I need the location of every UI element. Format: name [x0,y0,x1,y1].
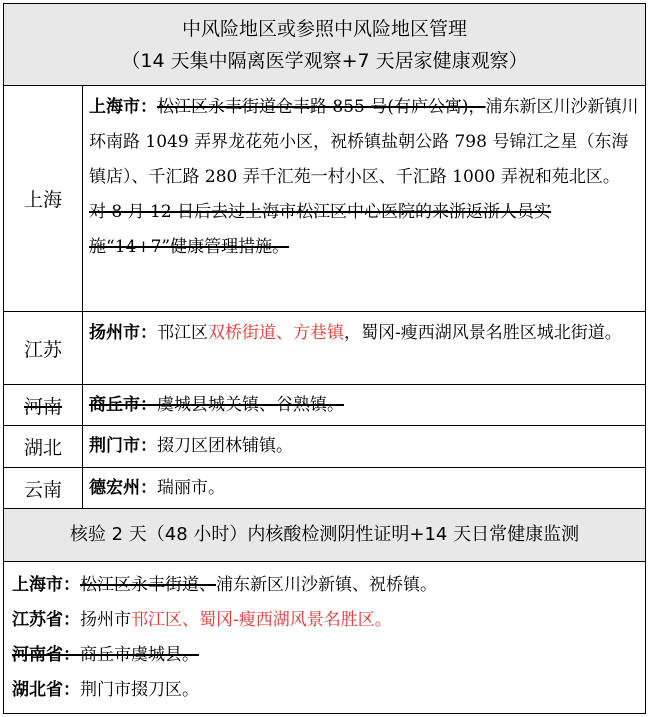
list-item-hubei [12,673,637,708]
list-item-shanghai [12,568,637,603]
list-label: 河南省： [12,645,80,665]
area-text: 扬州市 [80,610,131,630]
area-text: 浦东新区川沙新镇、祝桥镇。 [216,575,437,595]
area-text: 浦东新区川沙新镇川环南路 1049 弄界龙花苑小区，祝桥镇盐朝公路 798 号锦江之星（东海镇店）、千汇路 280 弄千汇苑一村小区、千汇路 1000 弄祝和苑北区。 [89,97,639,187]
list-item-henan [12,638,637,673]
row-content [83,312,645,384]
section2-header [4,508,645,562]
area-text: 虞城县城关镇、谷熟镇。 [157,395,344,415]
list-label: 湖北省： [12,680,80,700]
section1-title-line1: 中风险地区或参照中风险地区管理 [181,18,467,40]
section1-header [4,4,645,86]
area-text: 荆门市掇刀区。 [80,680,199,700]
row-content [83,468,645,508]
city-label: 商丘市： [89,395,157,415]
row-jiangsu [4,312,645,385]
struck-text: 松江区永丰街道仓丰路 855 号(有庐公寓)， [157,97,486,117]
row-content [83,86,645,311]
province-label: 江苏 [4,312,83,384]
row-shanghai [4,86,645,312]
province-label: 河南 [4,385,83,425]
area-text: 瑞丽市。 [157,478,225,498]
row-yunnan [4,468,645,508]
struck-text: 商丘市虞城县。 [80,645,199,665]
section2-list [4,562,645,708]
section2-title: 核验 2 天（48 小时）内核酸检测阴性证明+14 天日常健康监测 [69,524,580,545]
row-content [83,385,645,425]
province-label: 上海 [4,86,83,311]
list-label: 上海市： [12,575,80,595]
row-hubei [4,426,645,468]
province-label: 云南 [4,468,83,508]
area-text: 邗江区 [157,323,208,343]
city-label: 德宏州： [89,478,157,498]
struck-note: 对 8 月 12 日后去过上海市松江区中心医院的来浙返浙人员实施“14+7”健康管理措施。 [89,202,552,257]
struck-text: 松江区永丰街道、 [80,575,216,595]
city-label: 扬州市： [89,323,157,343]
section1-title-line2: （14 天集中隔离医学观察+7 天居家健康观察） [121,50,528,72]
area-text: ，蜀冈-瘦西湖风景名胜区城北街道。 [344,323,622,343]
province-label: 湖北 [4,426,83,467]
risk-area-table [3,3,646,714]
row-content [83,426,645,467]
row-henan [4,385,645,426]
city-label: 上海市： [89,97,157,117]
list-item-jiangsu [12,603,637,638]
highlighted-text: 邗江区、蜀冈-瘦西湖风景名胜区。 [131,610,392,630]
city-label: 荆门市： [89,436,157,456]
area-text: 掇刀区团林铺镇。 [157,436,293,456]
list-label: 江苏省： [12,610,80,630]
highlighted-text: 双桥街道、方巷镇 [208,323,344,343]
